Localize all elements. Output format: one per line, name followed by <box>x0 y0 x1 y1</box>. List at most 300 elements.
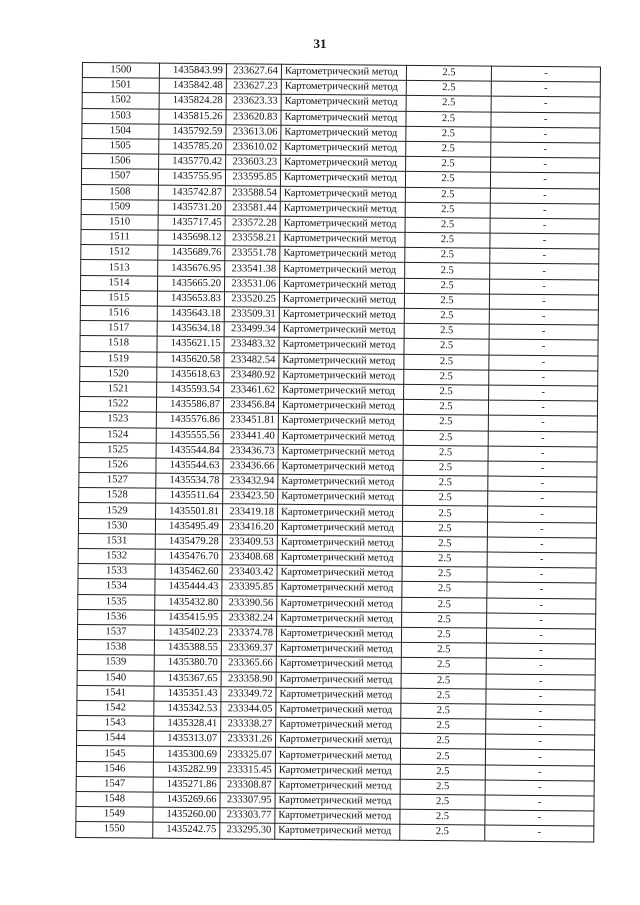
method-cell: Картометрический метод <box>277 565 402 581</box>
method-cell: Картометрический метод <box>278 444 403 460</box>
method-cell: Картометрический метод <box>279 338 404 354</box>
point-number-cell: 1535 <box>78 594 155 610</box>
accuracy-cell: 2.5 <box>404 384 489 400</box>
y-coordinate-cell: 233295.30 <box>220 823 275 839</box>
method-cell: Картометрический метод <box>277 520 402 536</box>
point-number-cell: 1548 <box>76 791 153 807</box>
note-cell: - <box>491 81 600 97</box>
y-coordinate-cell: 233409.53 <box>222 535 277 551</box>
point-number-cell: 1501 <box>82 78 159 94</box>
note-cell: - <box>491 112 600 128</box>
x-coordinate-cell: 1435676.95 <box>158 261 225 277</box>
note-cell: - <box>489 385 598 401</box>
note-cell: - <box>487 537 596 553</box>
note-cell: - <box>485 749 594 765</box>
x-coordinate-cell: 1435815.26 <box>159 109 226 125</box>
x-coordinate-cell: 1435388.55 <box>154 640 221 656</box>
note-cell: - <box>488 476 597 492</box>
point-number-cell: 1530 <box>78 518 155 534</box>
method-cell: Картометрический метод <box>280 277 405 293</box>
note-cell: - <box>491 96 600 112</box>
method-cell: Картометрический метод <box>278 429 403 445</box>
method-cell: Картометрический метод <box>276 732 401 748</box>
method-cell: Картометрический метод <box>280 262 405 278</box>
point-number-cell: 1544 <box>77 731 154 747</box>
x-coordinate-cell: 1435501.81 <box>156 504 223 520</box>
x-coordinate-cell: 1435842.48 <box>159 78 226 94</box>
point-number-cell: 1516 <box>80 305 157 321</box>
accuracy-cell: 2.5 <box>405 217 490 233</box>
note-cell: - <box>485 765 594 781</box>
x-coordinate-cell: 1435544.84 <box>156 443 223 459</box>
point-number-cell: 1518 <box>80 336 157 352</box>
page-number: 31 <box>313 36 327 51</box>
y-coordinate-cell: 233482.54 <box>224 352 279 368</box>
note-cell: - <box>487 613 596 629</box>
method-cell: Картометрический метод <box>277 550 402 566</box>
point-number-cell: 1527 <box>79 473 156 489</box>
method-cell: Картометрический метод <box>280 201 405 217</box>
method-cell: Картометрический метод <box>281 125 406 141</box>
point-number-cell: 1541 <box>77 685 154 701</box>
x-coordinate-cell: 1435586.87 <box>156 397 223 413</box>
accuracy-cell: 2.5 <box>400 764 485 780</box>
x-coordinate-cell: 1435770.42 <box>159 154 226 170</box>
x-coordinate-cell: 1435534.78 <box>156 473 223 489</box>
y-coordinate-cell: 233499.34 <box>224 322 279 338</box>
accuracy-cell: 2.5 <box>403 491 488 507</box>
accuracy-cell: 2.5 <box>404 293 489 309</box>
note-cell: - <box>485 825 594 841</box>
x-coordinate-cell: 1435792.59 <box>159 124 226 140</box>
accuracy-cell: 2.5 <box>400 794 485 810</box>
method-cell: Картометрический метод <box>278 398 403 414</box>
point-number-cell: 1507 <box>81 169 158 185</box>
x-coordinate-cell: 1435843.99 <box>159 63 226 79</box>
point-number-cell: 1515 <box>80 290 157 306</box>
accuracy-cell: 2.5 <box>400 779 485 795</box>
accuracy-cell: 2.5 <box>400 749 485 765</box>
y-coordinate-cell: 233520.25 <box>224 292 279 308</box>
method-cell: Картометрический метод <box>278 474 403 490</box>
x-coordinate-cell: 1435665.20 <box>158 276 225 292</box>
x-coordinate-cell: 1435755.95 <box>158 169 225 185</box>
note-cell: - <box>488 446 597 462</box>
accuracy-cell: 2.5 <box>404 308 489 324</box>
y-coordinate-cell: 233627.64 <box>226 64 281 80</box>
note-cell: - <box>488 431 597 447</box>
y-coordinate-cell: 233436.66 <box>223 459 278 475</box>
y-coordinate-cell: 233623.33 <box>226 94 281 110</box>
y-coordinate-cell: 233588.54 <box>225 185 280 201</box>
point-number-cell: 1504 <box>82 123 159 139</box>
accuracy-cell: 2.5 <box>401 734 486 750</box>
y-coordinate-cell: 233436.73 <box>223 443 278 459</box>
method-cell: Картометрический метод <box>281 64 406 80</box>
x-coordinate-cell: 1435432.80 <box>155 595 222 611</box>
point-number-cell: 1532 <box>78 548 155 564</box>
y-coordinate-cell: 233480.92 <box>224 367 279 383</box>
note-cell: - <box>487 522 596 538</box>
y-coordinate-cell: 233408.68 <box>222 550 277 566</box>
note-cell: - <box>490 218 599 234</box>
x-coordinate-cell: 1435462.60 <box>155 564 222 580</box>
method-cell: Картометрический метод <box>280 231 405 247</box>
method-cell: Картометрический метод <box>276 641 401 657</box>
point-number-cell: 1523 <box>79 412 156 428</box>
method-cell: Картометрический метод <box>276 717 401 733</box>
method-cell: Картометрический метод <box>275 793 400 809</box>
x-coordinate-cell: 1435511.64 <box>156 488 223 504</box>
note-cell: - <box>487 598 596 614</box>
x-coordinate-cell: 1435444.43 <box>155 580 222 596</box>
x-coordinate-cell: 1435242.75 <box>153 823 220 839</box>
accuracy-cell: 2.5 <box>401 718 486 734</box>
coordinates-table <box>75 62 601 842</box>
note-cell: - <box>488 400 597 416</box>
point-number-cell: 1522 <box>79 397 156 413</box>
accuracy-cell: 2.5 <box>405 263 490 279</box>
point-number-cell: 1524 <box>79 427 156 443</box>
note-cell: - <box>489 294 598 310</box>
accuracy-cell: 2.5 <box>402 536 487 552</box>
note-cell: - <box>486 643 595 659</box>
accuracy-cell: 2.5 <box>406 96 491 112</box>
accuracy-cell: 2.5 <box>401 627 486 643</box>
accuracy-cell: 2.5 <box>404 324 489 340</box>
x-coordinate-cell: 1435742.87 <box>158 185 225 201</box>
method-cell: Картометрический метод <box>278 489 403 505</box>
note-cell: - <box>491 142 600 158</box>
accuracy-cell: 2.5 <box>405 202 490 218</box>
x-coordinate-cell: 1435351.43 <box>154 686 221 702</box>
note-cell: - <box>485 810 594 826</box>
y-coordinate-cell: 233603.23 <box>226 155 281 171</box>
y-coordinate-cell: 233627.23 <box>226 79 281 95</box>
accuracy-cell: 2.5 <box>404 278 489 294</box>
x-coordinate-cell: 1435313.07 <box>154 731 221 747</box>
method-cell: Картометрический метод <box>276 672 401 688</box>
x-coordinate-cell: 1435342.53 <box>154 701 221 717</box>
y-coordinate-cell: 233419.18 <box>223 504 278 520</box>
y-coordinate-cell: 233541.38 <box>225 261 280 277</box>
point-number-cell: 1539 <box>77 655 154 671</box>
accuracy-cell: 2.5 <box>402 582 487 598</box>
y-coordinate-cell: 233613.06 <box>226 125 281 141</box>
y-coordinate-cell: 233416.20 <box>222 519 277 535</box>
y-coordinate-cell: 233456.84 <box>223 398 278 414</box>
x-coordinate-cell: 1435402.23 <box>154 625 221 641</box>
y-coordinate-cell: 233338.27 <box>221 717 276 733</box>
point-number-cell: 1513 <box>81 260 158 276</box>
y-coordinate-cell: 233451.81 <box>223 413 278 429</box>
method-cell: Картометрический метод <box>280 171 405 187</box>
y-coordinate-cell: 233358.90 <box>221 671 276 687</box>
point-number-cell: 1525 <box>79 442 156 458</box>
y-coordinate-cell: 233461.62 <box>224 383 279 399</box>
x-coordinate-cell: 1435621.15 <box>157 337 224 353</box>
note-cell: - <box>487 552 596 568</box>
note-cell: - <box>489 309 598 325</box>
y-coordinate-cell: 233509.31 <box>224 307 279 323</box>
point-number-cell: 1528 <box>79 488 156 504</box>
note-cell: - <box>487 582 596 598</box>
x-coordinate-cell: 1435544.63 <box>156 458 223 474</box>
note-cell: - <box>486 689 595 705</box>
y-coordinate-cell: 233610.02 <box>226 140 281 156</box>
note-cell: - <box>491 157 600 173</box>
method-cell: Картометрический метод <box>276 687 401 703</box>
y-coordinate-cell: 233390.56 <box>222 595 277 611</box>
y-coordinate-cell: 233558.21 <box>225 231 280 247</box>
accuracy-cell: 2.5 <box>403 460 488 476</box>
method-cell: Картометрический метод <box>275 808 400 824</box>
x-coordinate-cell: 1435555.56 <box>156 428 223 444</box>
x-coordinate-cell: 1435380.70 <box>154 655 221 671</box>
accuracy-cell: 2.5 <box>404 369 489 385</box>
method-cell: Картометрический метод <box>279 368 404 384</box>
point-number-cell: 1540 <box>77 670 154 686</box>
x-coordinate-cell: 1435576.86 <box>156 412 223 428</box>
method-cell: Картометрический метод <box>281 95 406 111</box>
note-cell: - <box>490 203 599 219</box>
note-cell: - <box>486 704 595 720</box>
y-coordinate-cell: 233581.44 <box>225 200 280 216</box>
point-number-cell: 1537 <box>77 624 154 640</box>
method-cell: Картометрический метод <box>280 186 405 202</box>
accuracy-cell: 2.5 <box>402 551 487 567</box>
note-cell: - <box>486 734 595 750</box>
point-number-cell: 1531 <box>78 533 155 549</box>
accuracy-cell: 2.5 <box>402 521 487 537</box>
point-number-cell: 1533 <box>78 564 155 580</box>
note-cell: - <box>490 233 599 249</box>
note-cell: - <box>486 719 595 735</box>
point-number-cell: 1503 <box>82 108 159 124</box>
accuracy-cell: 2.5 <box>404 339 489 355</box>
note-cell: - <box>489 370 598 386</box>
x-coordinate-cell: 1435731.20 <box>158 200 225 216</box>
method-cell: Картометрический метод <box>276 626 401 642</box>
x-coordinate-cell: 1435479.28 <box>155 534 222 550</box>
method-cell: Картометрический метод <box>279 383 404 399</box>
point-number-cell: 1546 <box>76 761 153 777</box>
x-coordinate-cell: 1435824.28 <box>159 94 226 110</box>
x-coordinate-cell: 1435593.54 <box>157 382 224 398</box>
method-cell: Картометрический метод <box>275 763 400 779</box>
method-cell: Картометрический метод <box>276 702 401 718</box>
y-coordinate-cell: 233349.72 <box>221 686 276 702</box>
note-cell: - <box>490 248 599 264</box>
method-cell: Картометрический метод <box>279 292 404 308</box>
accuracy-cell: 2.5 <box>405 187 490 203</box>
coordinates-table-body <box>76 63 601 842</box>
y-coordinate-cell: 233483.32 <box>224 337 279 353</box>
x-coordinate-cell: 1435634.18 <box>157 321 224 337</box>
point-number-cell: 1505 <box>82 138 159 154</box>
y-coordinate-cell: 233441.40 <box>223 428 278 444</box>
x-coordinate-cell: 1435328.41 <box>154 716 221 732</box>
point-number-cell: 1510 <box>81 214 158 230</box>
x-coordinate-cell: 1435689.76 <box>158 245 225 261</box>
method-cell: Картометрический метод <box>275 748 400 764</box>
point-number-cell: 1508 <box>81 184 158 200</box>
y-coordinate-cell: 233365.66 <box>221 656 276 672</box>
y-coordinate-cell: 233395.85 <box>222 580 277 596</box>
point-number-cell: 1506 <box>82 154 159 170</box>
y-coordinate-cell: 233325.07 <box>220 747 275 763</box>
point-number-cell: 1542 <box>77 700 154 716</box>
accuracy-cell: 2.5 <box>400 825 485 841</box>
note-cell: - <box>487 567 596 583</box>
point-number-cell: 1550 <box>76 822 153 838</box>
method-cell: Картометрический метод <box>275 824 400 840</box>
point-number-cell: 1517 <box>80 321 157 337</box>
note-cell: - <box>486 674 595 690</box>
note-cell: - <box>486 628 595 644</box>
x-coordinate-cell: 1435643.18 <box>157 306 224 322</box>
y-coordinate-cell: 233572.28 <box>225 216 280 232</box>
note-cell: - <box>489 355 598 371</box>
accuracy-cell: 2.5 <box>401 688 486 704</box>
method-cell: Картометрический метод <box>281 79 406 95</box>
x-coordinate-cell: 1435415.95 <box>155 610 222 626</box>
point-number-cell: 1538 <box>77 640 154 656</box>
y-coordinate-cell: 233620.83 <box>226 109 281 125</box>
accuracy-cell: 2.5 <box>403 415 488 431</box>
y-coordinate-cell: 233382.24 <box>222 610 277 626</box>
accuracy-cell: 2.5 <box>401 673 486 689</box>
note-cell: - <box>485 795 594 811</box>
y-coordinate-cell: 233374.78 <box>221 626 276 642</box>
accuracy-cell: 2.5 <box>403 506 488 522</box>
y-coordinate-cell: 233303.77 <box>220 808 275 824</box>
accuracy-cell: 2.5 <box>406 81 491 97</box>
point-number-cell: 1512 <box>81 245 158 261</box>
point-number-cell: 1549 <box>76 807 153 823</box>
method-cell: Картометрический метод <box>280 246 405 262</box>
point-number-cell: 1509 <box>81 199 158 215</box>
x-coordinate-cell: 1435300.69 <box>153 747 220 763</box>
method-cell: Картометрический метод <box>280 216 405 232</box>
point-number-cell: 1543 <box>77 716 154 732</box>
method-cell: Картометрический метод <box>277 581 402 597</box>
point-number-cell: 1534 <box>78 579 155 595</box>
y-coordinate-cell: 233423.50 <box>223 489 278 505</box>
x-coordinate-cell: 1435367.65 <box>154 671 221 687</box>
accuracy-cell: 2.5 <box>402 597 487 613</box>
method-cell: Картометрический метод <box>279 307 404 323</box>
accuracy-cell: 2.5 <box>405 248 490 264</box>
x-coordinate-cell: 1435785.20 <box>159 139 226 155</box>
note-cell: - <box>489 339 598 355</box>
accuracy-cell: 2.5 <box>401 703 486 719</box>
point-number-cell: 1545 <box>76 746 153 762</box>
note-cell: - <box>490 264 599 280</box>
note-cell: - <box>488 415 597 431</box>
method-cell: Картометрический метод <box>277 535 402 551</box>
x-coordinate-cell: 1435620.58 <box>157 352 224 368</box>
x-coordinate-cell: 1435717.45 <box>158 215 225 231</box>
y-coordinate-cell: 233551.78 <box>225 246 280 262</box>
y-coordinate-cell: 233531.06 <box>225 276 280 292</box>
accuracy-cell: 2.5 <box>401 658 486 674</box>
note-cell: - <box>490 188 599 204</box>
accuracy-cell: 2.5 <box>402 567 487 583</box>
accuracy-cell: 2.5 <box>406 126 491 142</box>
method-cell: Картометрический метод <box>277 611 402 627</box>
table-row <box>76 822 594 842</box>
method-cell: Картометрический метод <box>278 505 403 521</box>
note-cell: - <box>491 66 600 82</box>
accuracy-cell: 2.5 <box>406 141 491 157</box>
note-cell: - <box>486 658 595 674</box>
note-cell: - <box>491 127 600 143</box>
point-number-cell: 1547 <box>76 776 153 792</box>
method-cell: Картометрический метод <box>278 414 403 430</box>
point-number-cell: 1500 <box>82 63 159 79</box>
point-number-cell: 1520 <box>80 366 157 382</box>
y-coordinate-cell: 233307.95 <box>220 793 275 809</box>
method-cell: Картометрический метод <box>277 596 402 612</box>
x-coordinate-cell: 1435698.12 <box>158 230 225 246</box>
method-cell: Картометрический метод <box>281 140 406 156</box>
x-coordinate-cell: 1435269.66 <box>153 792 220 808</box>
accuracy-cell: 2.5 <box>403 430 488 446</box>
x-coordinate-cell: 1435271.86 <box>153 777 220 793</box>
accuracy-cell: 2.5 <box>403 475 488 491</box>
y-coordinate-cell: 233331.26 <box>221 732 276 748</box>
point-number-cell: 1519 <box>80 351 157 367</box>
x-coordinate-cell: 1435260.00 <box>153 807 220 823</box>
note-cell: - <box>490 172 599 188</box>
accuracy-cell: 2.5 <box>404 354 489 370</box>
y-coordinate-cell: 233595.85 <box>225 170 280 186</box>
accuracy-cell: 2.5 <box>406 156 491 172</box>
x-coordinate-cell: 1435653.83 <box>157 291 224 307</box>
y-coordinate-cell: 233315.45 <box>220 762 275 778</box>
point-number-cell: 1526 <box>79 457 156 473</box>
x-coordinate-cell: 1435495.49 <box>155 519 222 535</box>
accuracy-cell: 2.5 <box>402 612 487 628</box>
method-cell: Картометрический метод <box>276 657 401 673</box>
x-coordinate-cell: 1435282.99 <box>153 762 220 778</box>
accuracy-cell: 2.5 <box>403 445 488 461</box>
point-number-cell: 1502 <box>82 93 159 109</box>
y-coordinate-cell: 233369.37 <box>221 641 276 657</box>
y-coordinate-cell: 233432.94 <box>223 474 278 490</box>
method-cell: Картометрический метод <box>281 110 406 126</box>
note-cell: - <box>488 461 597 477</box>
point-number-cell: 1511 <box>81 230 158 246</box>
accuracy-cell: 2.5 <box>405 172 490 188</box>
accuracy-cell: 2.5 <box>405 232 490 248</box>
y-coordinate-cell: 233308.87 <box>220 778 275 794</box>
x-coordinate-cell: 1435618.63 <box>157 367 224 383</box>
method-cell: Картометрический метод <box>279 322 404 338</box>
point-number-cell: 1536 <box>78 609 155 625</box>
point-number-cell: 1529 <box>79 503 156 519</box>
accuracy-cell: 2.5 <box>406 111 491 127</box>
note-cell: - <box>489 324 598 340</box>
method-cell: Картометрический метод <box>278 459 403 475</box>
accuracy-cell: 2.5 <box>401 642 486 658</box>
accuracy-cell: 2.5 <box>406 65 491 81</box>
note-cell: - <box>485 780 594 796</box>
note-cell: - <box>488 506 597 522</box>
y-coordinate-cell: 233344.05 <box>221 702 276 718</box>
accuracy-cell: 2.5 <box>400 809 485 825</box>
